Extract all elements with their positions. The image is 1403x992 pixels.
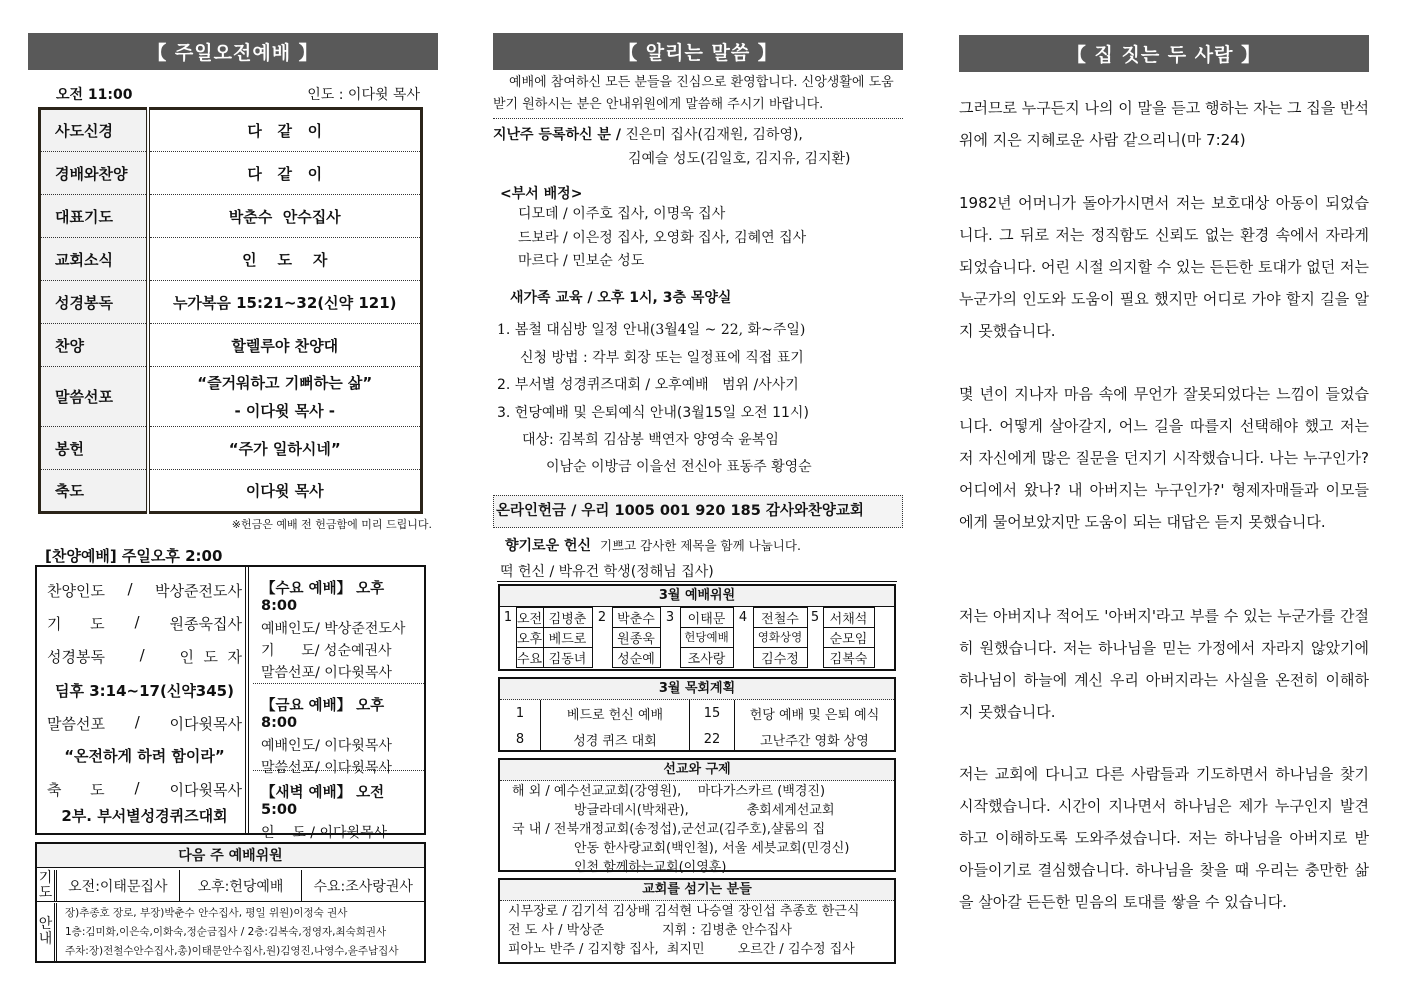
plan-row: 1 베드로 헌신 예배 15 헌당 예배 및 은퇴 예식 bbox=[500, 700, 894, 726]
order-label: 축도 bbox=[55, 482, 84, 500]
essay-paragraph: 그러므로 누구든지 나의 이 말을 듣고 행하는 자는 그 집을 반석 위에 지은 지혜로운 사람 같으리니(마 7:24) bbox=[959, 99, 1369, 149]
praise-sermon-title: “온전하게 하려 함이라” bbox=[64, 747, 225, 765]
sermon-title: “즐거워하고 기뻐하는 삶” bbox=[197, 373, 373, 392]
weekday-services bbox=[253, 567, 424, 841]
sermon-preacher: - 이다윗 목사 - bbox=[234, 401, 336, 420]
notice-2: 2. 부서별 성경퀴즈대회 / 오후예배 범위 /사사기 bbox=[497, 377, 799, 393]
praise-part2: 2부. 부서별성경퀴즈대회 bbox=[61, 807, 228, 825]
praise-service-title: [찬양예배] 주일오후 2:00 bbox=[45, 547, 223, 565]
fragrant-offering: 향기로운 헌신 기쁘고 감사한 제목을 함께 나눕니다. bbox=[505, 538, 801, 554]
order-label: 교회소식 bbox=[55, 250, 113, 269]
next-week-title: 다음 주 예배위원 bbox=[37, 844, 424, 868]
sunday-morning-banner: 【 주일오전예배 】 bbox=[28, 33, 438, 70]
mission-relief bbox=[498, 758, 896, 875]
praise-line: 기 도 / 원종욱집사 bbox=[47, 613, 242, 633]
essay-paragraph: 몇 년이 지나자 마음 속에 무언가 잘못되었다는 느낌이 들었습니다. 어떻게 살아갈지, 어느 길을 따를지 선택해야 했고 저는 저 자신에게 많은 질문을 던지기 시작했습니다. 나는 누구인가? 어디에서 왔나? 내 아버지는 누구인가?' 형제자매들과 이모들에게 물어보았지만 도움이 되는 대답은 듣지 못했습니다. bbox=[959, 385, 1369, 531]
praise-scripture: 딤후 3:14~17(신약345) bbox=[55, 682, 234, 700]
dept-line: 디모데 / 이주호 집사, 이명욱 집사 bbox=[518, 206, 726, 222]
mission-domestic: 안동 한사랑교회(백인철), 서울 세븟교회(민경신) bbox=[574, 841, 850, 856]
servants-title: 교회를 섬기는 분들 bbox=[500, 880, 894, 901]
notice-1-sub: 신청 방법 : 각부 회장 또는 일정표에 직접 표기 bbox=[520, 350, 804, 366]
worship-grid: 1 오전 김병춘 2 박춘수 3 이태문 4 전철수 5 서채석 오후 베드로 원종욱 헌당예배 영화상영 순모임 수요 김동녀 성순예 조사랑 김수정 김복숙 bbox=[500, 607, 894, 667]
worship-order-table bbox=[38, 107, 423, 514]
registered-line-2: 김예슬 성도(김일호, 김지유, 김지환) bbox=[628, 151, 851, 167]
dept-line: 드보라 / 이은정 집사, 오영화 집사, 김혜연 집사 bbox=[518, 230, 807, 246]
morning-service-header bbox=[28, 84, 420, 104]
order-value: 누가복음 15:21~32(신약 121) bbox=[148, 281, 422, 324]
order-row bbox=[40, 238, 422, 281]
mission-overseas: 방글라데시(박채관), 총회세계선교회 bbox=[574, 803, 835, 818]
mission-domestic: 인천 함께하는교회(이영훈) bbox=[574, 860, 727, 875]
mission-title: 선교와 구제 bbox=[500, 760, 894, 781]
dawn-service: 【새벽 예배】 오전 5:00 인 도 / 이다윗목사 bbox=[261, 785, 388, 841]
order-label: 말씀선포 bbox=[55, 388, 113, 406]
essay-paragraph: 저는 아버지나 적어도 '아버지'라고 부를 수 있는 누군가를 간절히 원했습니다. 저는 하나님을 믿는 가정에서 자라지 않았기에 하나님이 하늘에 계신 우리 아버지라는 사실을 온전히 이해하지 못했습니다. bbox=[959, 607, 1369, 721]
order-label: 경배와찬양 bbox=[55, 164, 128, 183]
guide-row bbox=[37, 903, 424, 961]
order-label: 성경봉독 bbox=[55, 293, 113, 312]
order-value: 다 같 이 bbox=[148, 152, 422, 195]
order-row bbox=[40, 367, 422, 427]
essay-paragraph: 1982년 어머니가 돌아가시면서 저는 보호대상 아동이 되었습니다. 그 뒤로 저는 정직함도 신뢰도 없는 환경 속에서 자라게 되었습니다. 어린 시절 의지할 수 있는 든든한 토대가 없던 저는 누군가의 인도와 도움이 필요 했지만 어디로 가야 할지 길을 알지 못했습니다. bbox=[959, 194, 1369, 340]
servant-line: 피아노 반주 / 김지향 집사, 최지민 오르간 / 김수정 집사 bbox=[508, 942, 855, 957]
order-value: 이다윗 목사 bbox=[245, 482, 324, 500]
guide-label: 안 내 bbox=[37, 903, 57, 961]
sermon-essay-banner: 【 집 짓는 두 사람 】 bbox=[959, 35, 1369, 72]
friday-service: 【금요 예배】 오후 8:00 예배인도/ 이다윗목사 말씀선포/ 이다윗목사 bbox=[253, 684, 424, 771]
order-value bbox=[148, 367, 422, 427]
order-row bbox=[40, 470, 422, 513]
mission-overseas: 해 외 / 예수선교교회(강영원), 마다가스카르 (백경진) bbox=[512, 784, 826, 799]
order-value: “주가 일하시네” bbox=[148, 427, 422, 470]
notice-3-sub: 이남순 이방금 이을선 전신아 표동주 황영순 bbox=[546, 459, 812, 475]
order-value: 다 같 이 bbox=[148, 109, 422, 152]
order-row bbox=[40, 195, 422, 238]
order-value: 인 도 자 bbox=[148, 238, 422, 281]
prayer-morning: 오전:이태문집사 bbox=[57, 870, 180, 901]
dept-title: <부서 배정> bbox=[500, 186, 583, 202]
order-row bbox=[40, 109, 422, 152]
order-row bbox=[40, 324, 422, 367]
next-week-committee bbox=[35, 842, 426, 963]
praise-service-order bbox=[37, 567, 249, 833]
order-label: 봉헌 bbox=[55, 439, 84, 458]
order-value: 박춘수 안수집사 bbox=[148, 195, 422, 238]
new-family-education: 새가족 교육 / 오후 1시, 3층 목양실 bbox=[510, 290, 732, 306]
order-label: 사도신경 bbox=[55, 122, 113, 140]
service-time: 오전 11:00 bbox=[56, 87, 133, 103]
notice-3: 3. 헌당예배 및 은퇴예식 안내(3월15일 오전 11시) bbox=[497, 405, 809, 421]
praise-line: 말씀선포 / 이다윗목사 bbox=[47, 713, 242, 733]
fragrant-item: 떡 헌신 / 박유건 학생(정해님 집사) bbox=[500, 564, 714, 580]
march-worship-title: 3월 예배위원 bbox=[500, 586, 894, 607]
announcements-banner: 【 알리는 말씀 】 bbox=[493, 33, 903, 70]
order-row bbox=[40, 152, 422, 195]
order-row bbox=[40, 427, 422, 470]
praise-line: 찬양인도 / 박상준전도사 bbox=[47, 580, 242, 600]
prayer-wednesday: 수요:조사랑권사 bbox=[313, 878, 413, 895]
order-label: 찬양 bbox=[55, 336, 84, 355]
online-offering: 온라인헌금 / 우리 1005 001 920 185 감사와찬양교회 bbox=[493, 495, 903, 528]
praise-line: 축 도 / 이다윗목사 bbox=[47, 779, 242, 799]
offering-note: ※헌금은 예배 전 헌금함에 미리 드립니다. bbox=[231, 518, 432, 531]
prayer-row bbox=[37, 870, 424, 902]
guide-line: 장)추종호 장로, 부장)박춘수 안수집사, 평일 위원)이정숙 권사 bbox=[65, 907, 348, 919]
prayer-afternoon: 오후:헌당예배 bbox=[180, 870, 303, 901]
order-row bbox=[40, 281, 422, 324]
service-leader: 인도 : 이다윗 목사 bbox=[307, 87, 420, 103]
order-label: 대표기도 bbox=[55, 207, 113, 226]
servant-line: 시무장로 / 김기석 김상배 김석현 나승열 장인섭 추종호 한근식 bbox=[508, 904, 860, 919]
march-worship-committee bbox=[498, 584, 896, 671]
guide-line: 주차:장)전철수안수집사,총)이태문안수집사,원)김영진,나영수,윤주남집사 bbox=[65, 945, 399, 957]
church-servants bbox=[498, 878, 896, 964]
registered-line-1: 지난주 등록하신 분 / 진은미 집사(김재원, 김하영), bbox=[493, 127, 803, 143]
march-plan-title: 3월 목회계획 bbox=[500, 679, 894, 700]
welcome-message: 예배에 참여하신 모든 분들을 진심으로 환영합니다. 신앙생활에 도움받기 원하시는 분은 안내위원에게 말씀해 주시기 바랍니다. bbox=[493, 72, 903, 119]
prayer-label: 기 도 bbox=[37, 870, 57, 901]
mission-domestic: 국 내 / 전북개정교회(송정섭),군선교(김주호),샬롬의 집 bbox=[512, 822, 826, 837]
essay-paragraph: 저는 교회에 다니고 다른 사람들과 기도하면서 하나님을 찾기 시작했습니다. 시간이 지나면서 하나님은 제가 누구인지 발견하고 이해하도록 도와주셨습니다. 저는 하나님을 아버지로 받아들이기로 결심했습니다. 하나님을 찾을 때 우리는 충만한 삶을 살아갈 든든한 믿음의 토대를 쌓을 수 있습니다. bbox=[959, 765, 1369, 911]
march-ministry-plan bbox=[498, 677, 896, 752]
divider bbox=[497, 581, 897, 582]
guide-line: 1층:김미화,이은숙,이화숙,정순금집사 / 2층:김복숙,정영자,최숙희권사 bbox=[65, 926, 387, 938]
servant-line: 전 도 사 / 박상준 지휘 : 김병춘 안수집사 bbox=[508, 923, 792, 938]
order-value: 할렐루야 찬양대 bbox=[148, 324, 422, 367]
praise-line: 성경봉독 / 인 도 자 bbox=[47, 646, 242, 666]
wednesday-service: 【수요 예배】 오후 8:00 예배인도/ 박상준전도사 기 도/ 성순예권사 말씀선포/ 이다윗목사 bbox=[253, 567, 424, 684]
notice-1: 1. 봄철 대심방 일정 안내(3월4일 ~ 22, 화~주일) bbox=[497, 322, 806, 338]
notice-3-sub: 대상: 김복희 김삼봉 백연자 양영숙 윤복임 bbox=[522, 432, 779, 448]
praise-service-box bbox=[35, 565, 426, 841]
dept-line: 마르다 / 민보순 성도 bbox=[518, 253, 645, 269]
plan-row: 8 성경 퀴즈 대회 22 고난주간 영화 상영 bbox=[500, 726, 894, 752]
